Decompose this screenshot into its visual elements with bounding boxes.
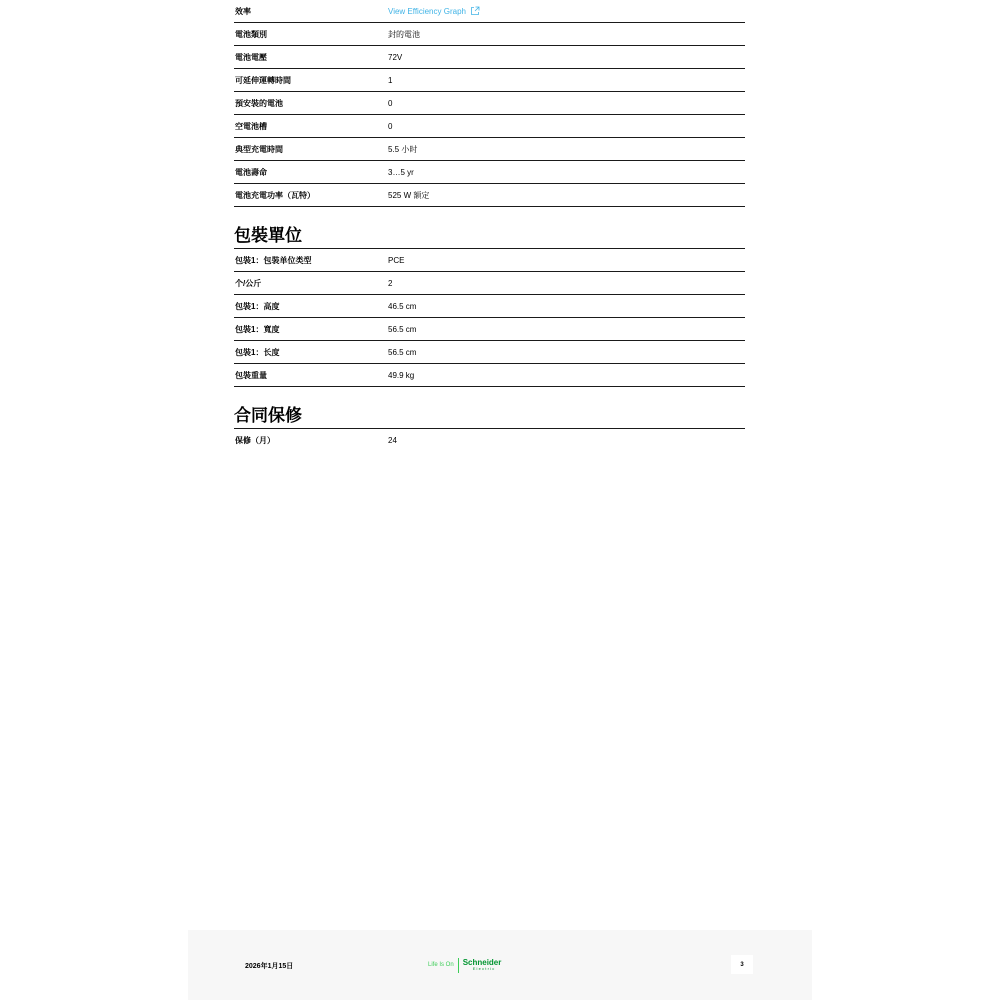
spec-value: PCE <box>388 255 405 265</box>
warranty-spec-table <box>234 429 745 451</box>
spec-label: 包裝1：长度 <box>235 347 280 357</box>
spec-value: 0 <box>388 98 393 108</box>
spec-value: 525 W 額定 <box>388 190 430 200</box>
table-row <box>234 341 745 364</box>
brand-tagline: Life Is On <box>428 962 454 968</box>
table-row <box>234 364 745 387</box>
spec-label: 效率 <box>235 6 251 16</box>
table-row <box>234 0 745 23</box>
spec-value: 56.5 cm <box>388 324 417 334</box>
table-row <box>234 318 745 341</box>
efficiency-graph-link-text: View Efficiency Graph <box>388 6 466 16</box>
spec-value: 封的電池 <box>388 29 420 39</box>
spec-label: 典型充電時間 <box>235 144 283 154</box>
spec-label: 包裝1：包裝单位类型 <box>235 255 312 265</box>
spec-value: 5.5 小时 <box>388 144 418 154</box>
spec-label: 空電池槽 <box>235 121 267 131</box>
spec-value: 2 <box>388 278 393 288</box>
spec-value: 1 <box>388 75 393 85</box>
table-row <box>234 23 745 46</box>
table-row <box>234 295 745 318</box>
table-row <box>234 138 745 161</box>
brand-divider <box>458 958 459 973</box>
spec-label: 保修（月） <box>235 435 275 445</box>
packaging-spec-table <box>234 249 745 387</box>
spec-label: 預安裝的電池 <box>235 98 283 108</box>
page-number: 3 <box>731 955 753 974</box>
table-row <box>234 249 745 272</box>
external-link-icon <box>470 6 480 16</box>
brand-name: Schneider <box>462 958 502 967</box>
footer-date: 2026年1月15日 <box>245 963 294 970</box>
table-row <box>234 184 745 207</box>
spec-label: 電池壽命 <box>235 167 267 177</box>
spec-value: 72V <box>388 52 403 62</box>
section-gap <box>234 387 745 404</box>
spec-value: 49.9 kg <box>388 370 415 380</box>
spec-value: 46.5 cm <box>388 301 417 311</box>
spec-value: 3…5 yr <box>388 167 414 177</box>
spec-value: 56.5 cm <box>388 347 417 357</box>
schneider-logo <box>463 959 502 971</box>
brand-logo <box>428 954 501 976</box>
spec-label: 个/公斤 <box>235 278 262 288</box>
table-row <box>234 429 745 451</box>
spec-value <box>388 6 745 16</box>
table-row <box>234 92 745 115</box>
table-row <box>234 115 745 138</box>
battery-spec-table <box>234 0 745 207</box>
page-footer <box>188 930 812 1000</box>
spec-label: 電池電壓 <box>235 52 267 62</box>
table-row <box>234 272 745 295</box>
section-gap <box>234 207 745 224</box>
spec-label: 包裝重量 <box>235 370 267 380</box>
spec-label: 包裝1：寬度 <box>235 324 280 334</box>
brand-sub: Electric <box>472 966 496 971</box>
table-row <box>234 69 745 92</box>
efficiency-graph-link[interactable] <box>388 6 480 16</box>
spec-value: 0 <box>388 121 393 131</box>
spec-value: 24 <box>388 435 397 445</box>
spec-label: 可延伸運轉時間 <box>235 75 291 85</box>
table-row <box>234 46 745 69</box>
packaging-section-title: 包裝單位 <box>234 224 745 249</box>
spec-label: 包裝1：高度 <box>235 301 280 311</box>
spec-label: 電池充電功率（瓦特） <box>235 190 315 200</box>
spec-content <box>234 0 745 451</box>
table-row <box>234 161 745 184</box>
spec-label: 電池類別 <box>235 29 267 39</box>
warranty-section-title: 合同保修 <box>234 404 745 429</box>
